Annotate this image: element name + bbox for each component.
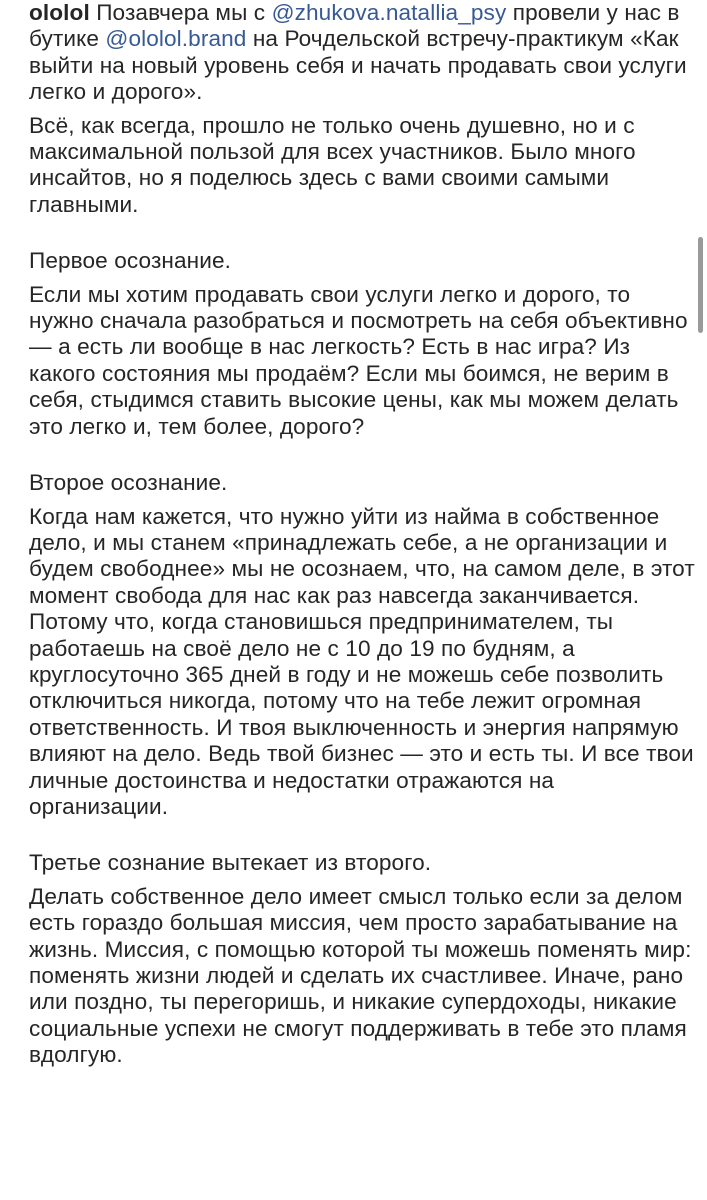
section-1-body: Если мы хотим продавать свои услуги легко и дорого, то нужно сначала разобраться и посмотреть на себя объективно — а есть ли вообще в нас легкость? Есть в нас игра? Из какого состояния мы продаём? Если мы боимся, не верим в себя, стыдимся ставить высокие цены, как мы можем делать это легко и, тем более, дорого? — [29, 281, 688, 439]
post-caption — [29, 0, 697, 1069]
intro-text-2: провели у нас в бутике — [29, 0, 680, 52]
mention-link-brand[interactable]: @ololol.brand — [105, 26, 247, 52]
scrollbar[interactable] — [698, 237, 703, 333]
caption-intro — [29, 0, 697, 106]
intro-text-3: на Рочдельской встречу-практикум «Как выйти на новый уровень себя и начать продавать свои услуги легко и дорого». — [29, 26, 687, 105]
caption-paragraph-2: Всё, как всегда, прошло не только очень душевно, но и с максимальной пользой для всех участников. Было много инсайтов, но я поделюсь здесь с вами своими самыми главными. — [29, 112, 636, 217]
section-1-title: Первое осознание. — [29, 248, 231, 274]
intro-text-1: Позавчера мы с — [89, 0, 272, 25]
username-link[interactable]: ololol — [29, 0, 90, 25]
mention-link-psychologist[interactable]: @zhukova.natallia_psy — [271, 0, 507, 25]
section-2-title: Второе осознание. — [29, 470, 228, 496]
section-3-title: Третье сознание вытекает из второго. — [29, 850, 432, 876]
section-2-body: Когда нам кажется, что нужно уйти из найма в собственное дело, и мы станем «принадлежать себе, а не организации и будем свободнее» мы не осознаем, что, на самом деле, в этот момент свобода для нас как раз навсегда заканчивается. Потому что, когда становишься предпринимателем, ты работаешь на своё дело не с 10 до 19 по будням, а круглосуточно 365 дней в году и не можешь себе позволить отключиться никогда, потому что на тебе лежит огромная ответственность. И твоя выключенность и энергия напрямую влияют на дело. Ведь твой бизнес — это и есть ты. И все твои личные достоинства и недостатки отражаются на организации. — [29, 503, 695, 819]
section-3-body: Делать собственное дело имеет смысл только если за делом есть гораздо большая миссия, чем просто зарабатывание на жизнь. Миссия, с помощью которой ты можешь поменять мир: поменять жизни людей и сделать их счастливее. Иначе, рано или поздно, ты перегоришь, и никакие супердоходы, никакие социальные успехи не смогут поддерживать в тебе это пламя вдолгую. — [29, 883, 692, 1068]
